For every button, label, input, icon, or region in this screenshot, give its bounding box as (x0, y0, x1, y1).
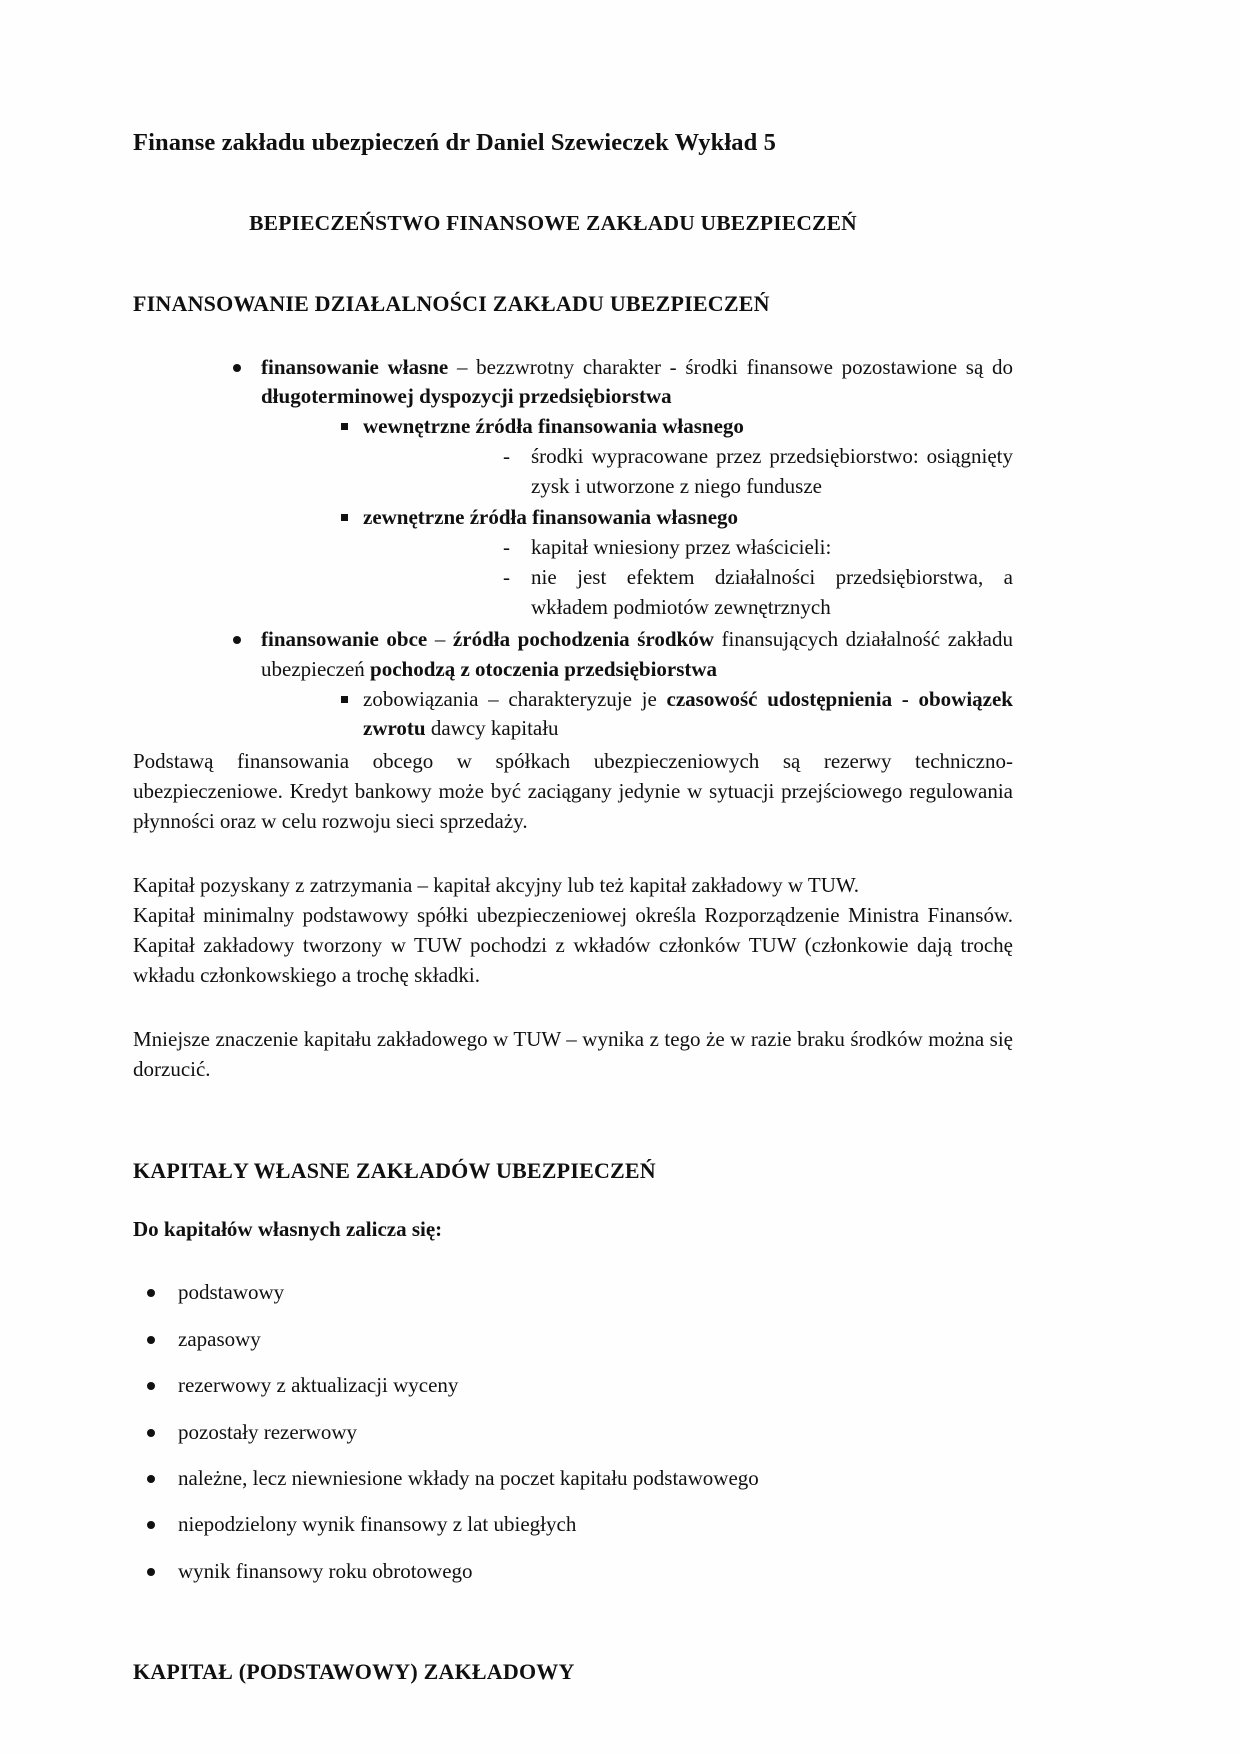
dash-item-owner-capital: - kapitał wniesiony przez właścicieli: (493, 533, 1013, 563)
list-item-internal-sources (333, 412, 1013, 501)
section-heading-share-capital: KAPITAŁ (PODSTAWOWY) ZAKŁADOWY (133, 1659, 575, 1685)
own-capital-intro: Do kapitałów własnych zalicza się: (133, 1217, 443, 1242)
list-item-foreign-financing (221, 625, 1013, 744)
internal-sources-details (363, 442, 1013, 502)
paragraph-minimum-capital: Kapitał minimalny podstawowy spółki ubezpieczeniowej określa Rozporządzenie Ministra Finansów. Kapitał zakładowy tworzony w TUW pochodzi z wkładów członków TUW (członkowie dają trochę wkładu członkowskiego a trochę składki. (133, 903, 1013, 988)
foreign-financing-mid2: finansujących działalność zakładu ubezpieczeń (261, 626, 1013, 681)
own-financing-mid: – bezzwrotny charakter - środki finansowe pozostawione są do (448, 354, 1013, 379)
list-item: należne, lecz niewniesione wkłady na poczet kapitału podstawowego (138, 1464, 1013, 1493)
external-sources-details (363, 533, 1013, 623)
list-item-own-financing (221, 353, 1013, 623)
page-content (133, 128, 1013, 1721)
paragraph-retained-capital: Kapitał pozyskany z zatrzymania – kapitał akcyjny lub też kapitał zakładowy w TUW. (133, 873, 860, 898)
foreign-financing-dash: – (427, 626, 453, 651)
list-item: zapasowy (138, 1325, 1013, 1354)
liabilities-bold: czasowość udostępnienia - obowiązek zwrotu (363, 686, 1013, 741)
list-item: pozostały rezerwowy (138, 1418, 1013, 1447)
list-item-liabilities (333, 685, 1013, 745)
own-capital-list (133, 1278, 1013, 1586)
list-item-external-sources (333, 503, 1013, 623)
centered-heading: BEPIECZEŃSTWO FINANSOWE ZAKŁADU UBEZPIECZEŃ (249, 210, 857, 235)
list-item: podstawowy (138, 1278, 1013, 1307)
spacer (133, 1603, 1013, 1659)
external-sources-label: zewnętrzne źródła finansowania własnego (363, 504, 739, 529)
liabilities-post: dawcy kapitału (425, 716, 559, 741)
foreign-financing-bold2: źródła pochodzenia środków (452, 626, 714, 651)
own-financing-lead: finansowanie własne (261, 354, 449, 379)
list-item: niepodzielony wynik finansowy z lat ubiegłych (138, 1510, 1013, 1539)
internal-sources-label: wewnętrzne źródła finansowania własnego (363, 414, 744, 439)
dash-item-internal-funds: - środki wypracowane przez przedsiębiorstwo: osiągnięty zysk i utworzone z niego fundusze (493, 442, 1013, 502)
page-title: Finanse zakładu ubezpieczeń dr Daniel Szewieczek Wykład 5 (133, 129, 776, 156)
section-heading-financing: FINANSOWANIE DZIAŁALNOŚCI ZAKŁADU UBEZPIECZEŃ (133, 290, 770, 316)
liabilities-pre: zobowiązania – charakteryzuje je (363, 686, 667, 711)
section-heading-own-capital: KAPITAŁY WŁASNE ZAKŁADÓW UBEZPIECZEŃ (133, 1158, 656, 1184)
foreign-financing-lead: finansowanie obce (261, 626, 428, 651)
spacer (133, 836, 1013, 870)
internal-sources-group (261, 412, 1013, 623)
liabilities-group (261, 685, 1013, 745)
spacer (133, 990, 1013, 1024)
spacer (133, 1244, 1013, 1278)
spacer (133, 1084, 1013, 1158)
paragraph-tuw-significance: Mniejsze znaczenie kapitału zakładowego w TUW – wynika z tego że w razie braku środków można się dorzucić. (133, 1027, 1013, 1082)
own-financing-tail: długoterminowej dyspozycji przedsiębiorstwa (261, 384, 672, 409)
paragraph-foreign-financing-basis: Podstawą finansowania obcego w spółkach ubezpieczeniowych są rezerwy techniczno-ubezpieczeniowe. Kredyt bankowy może być zaciągany jedynie w sytuacji przejściowego regulowania płynności oraz w celu rozwoju sieci sprzedaży. (133, 749, 1013, 834)
list-item: wynik finansowy roku obrotowego (138, 1557, 1013, 1586)
dash-item-external-contribution: - nie jest efektem działalności przedsiębiorstwa, a wkładem podmiotów zewnętrznych (493, 563, 1013, 623)
list-item: rezerwowy z aktualizacji wyceny (138, 1371, 1013, 1400)
financing-outline (133, 353, 1013, 745)
foreign-financing-tail: pochodzą z otoczenia przedsiębiorstwa (370, 656, 718, 681)
